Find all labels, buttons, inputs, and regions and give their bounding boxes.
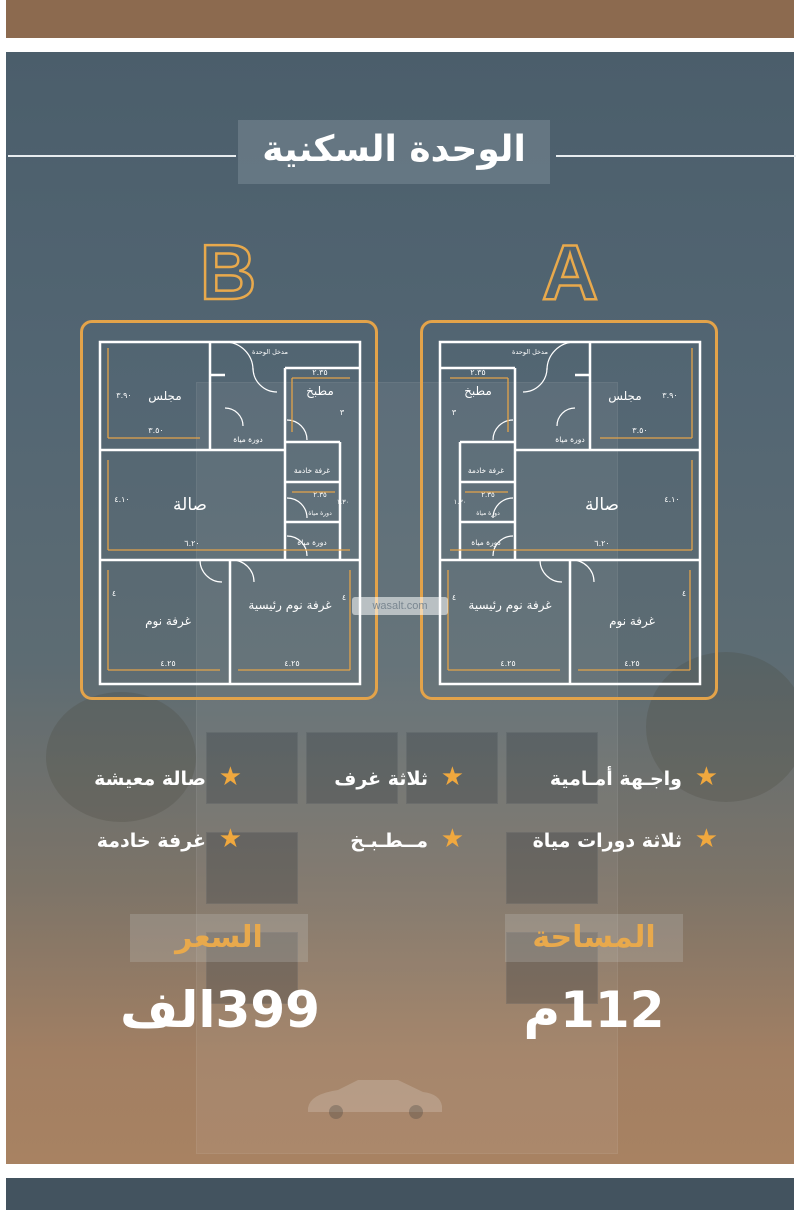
feature-item: [334, 762, 464, 792]
unit-a-floor-plan: [420, 320, 720, 702]
unit-a-majlis-width: ٣.٩٠: [662, 391, 678, 400]
title-rule-right: [556, 155, 796, 157]
price-value: 399الف: [120, 981, 320, 1039]
area-label: المساحة: [505, 914, 683, 962]
unit-a-kitchen-width: ٢.٣٥: [470, 368, 486, 377]
unit-b-master-width: ٤.٢٥: [284, 659, 300, 668]
unit-a-bedroom-width: ٤.٢٥: [624, 659, 640, 668]
unit-a-majlis-label: مجلس: [608, 389, 642, 403]
unit-a-kitchen-depth: ٣: [451, 408, 457, 417]
page-title: الوحدة السكنية: [262, 129, 526, 170]
unit-b-majlis-depth: ٣.٥٠: [148, 426, 164, 435]
unit-b-wc1-label: دورة مياة: [233, 435, 263, 444]
watermark: wasalt.com: [352, 597, 448, 615]
unit-b-hall-depth: ٤.١٠: [114, 495, 130, 504]
unit-a-hall-depth: ٤.١٠: [664, 495, 680, 504]
unit-b-majlis-label: مجلس: [148, 389, 182, 403]
price-label: السعر: [130, 914, 308, 962]
star-icon: ★: [218, 824, 242, 854]
unit-b-majlis-width: ٣.٩٠: [116, 391, 132, 400]
unit-a-wc2-label: دورة مياة: [476, 510, 500, 517]
unit-b-bedroom-depth: ٤: [111, 589, 117, 598]
feature-item: [94, 762, 242, 792]
bottom-bar: [6, 1178, 794, 1210]
background-tree: [46, 692, 196, 822]
feature-label: ثلاثة دورات مياة: [532, 830, 682, 852]
unit-a-hall-label: صالة: [585, 495, 619, 515]
feature-label: ثلاثة غرف: [334, 768, 428, 790]
unit-a-wc2-width: ٢.٣٥: [481, 491, 495, 499]
unit-a-wc3-label: دورة مياة: [471, 538, 501, 547]
unit-b-kitchen-label: مطبخ: [306, 384, 334, 398]
unit-a-wc1-label: دورة مياة: [555, 435, 585, 444]
star-icon: ★: [440, 762, 464, 792]
feature-label: صالة معيشة: [94, 768, 206, 790]
top-bar: [6, 0, 794, 38]
feature-label: واجـهة أمـامية: [549, 768, 682, 790]
star-icon: ★: [218, 762, 242, 792]
background-car: [298, 1070, 448, 1120]
unit-a-entrance-label: مدخل الوحدة: [512, 348, 548, 356]
unit-a-hall-width: ٦.٢٠: [594, 539, 610, 548]
unit-b-wc3-label: دورة مياة: [297, 538, 327, 547]
star-icon: ★: [694, 762, 718, 792]
unit-a-bedroom-label: غرفة نوم: [609, 614, 655, 628]
unit-b-bedroom-width: ٤.٢٥: [160, 659, 176, 668]
unit-a-master-depth: ٤: [451, 593, 457, 602]
unit-a-majlis-depth: ٣.٥٠: [632, 426, 648, 435]
unit-a-maid-label: غرفة خادمة: [467, 466, 505, 475]
feature-item: [549, 762, 718, 792]
unit-a-master-label: غرفة نوم رئيسية: [468, 598, 552, 612]
area-value: 112م: [523, 981, 665, 1039]
unit-a-bedroom-depth: ٤: [681, 589, 687, 598]
unit-b-wc2-label: دورة مياة: [308, 510, 332, 517]
unit-b-maid-label: غرفة خادمة: [293, 466, 331, 475]
unit-b-floor-plan: [80, 320, 380, 702]
star-icon: ★: [694, 824, 718, 854]
unit-b-hall-width: ٦.٢٠: [184, 539, 200, 548]
unit-b-hall-label: صالة: [173, 495, 207, 515]
unit-a-kitchen-label: مطبخ: [464, 384, 492, 398]
feature-item: [350, 824, 464, 854]
unit-b-wc2-depth: ١.٣٠: [336, 498, 350, 506]
unit-a-master-width: ٤.٢٥: [500, 659, 516, 668]
star-icon: ★: [440, 824, 464, 854]
unit-b-kitchen-depth: ٣: [339, 408, 345, 417]
unit-a-letter: A: [541, 228, 599, 316]
feature-item: [96, 824, 242, 854]
unit-b-kitchen-width: ٢.٣٥: [312, 368, 328, 377]
unit-b-bedroom-label: غرفة نوم: [145, 614, 191, 628]
feature-item: [532, 824, 718, 854]
feature-label: مــطـبـخ: [350, 830, 428, 852]
unit-b-master-depth: ٤: [341, 593, 347, 602]
unit-b-wc2-width: ٢.٣٥: [313, 491, 327, 499]
feature-label: غرفة خادمة: [96, 830, 206, 852]
unit-b-master-label: غرفة نوم رئيسية: [248, 598, 332, 612]
unit-a-wc2-depth: ١.٣٠: [453, 498, 467, 506]
unit-b-entrance-label: مدخل الوحدة: [252, 348, 288, 356]
unit-b-letter: B: [199, 228, 257, 316]
title-rule-left: [8, 155, 236, 157]
